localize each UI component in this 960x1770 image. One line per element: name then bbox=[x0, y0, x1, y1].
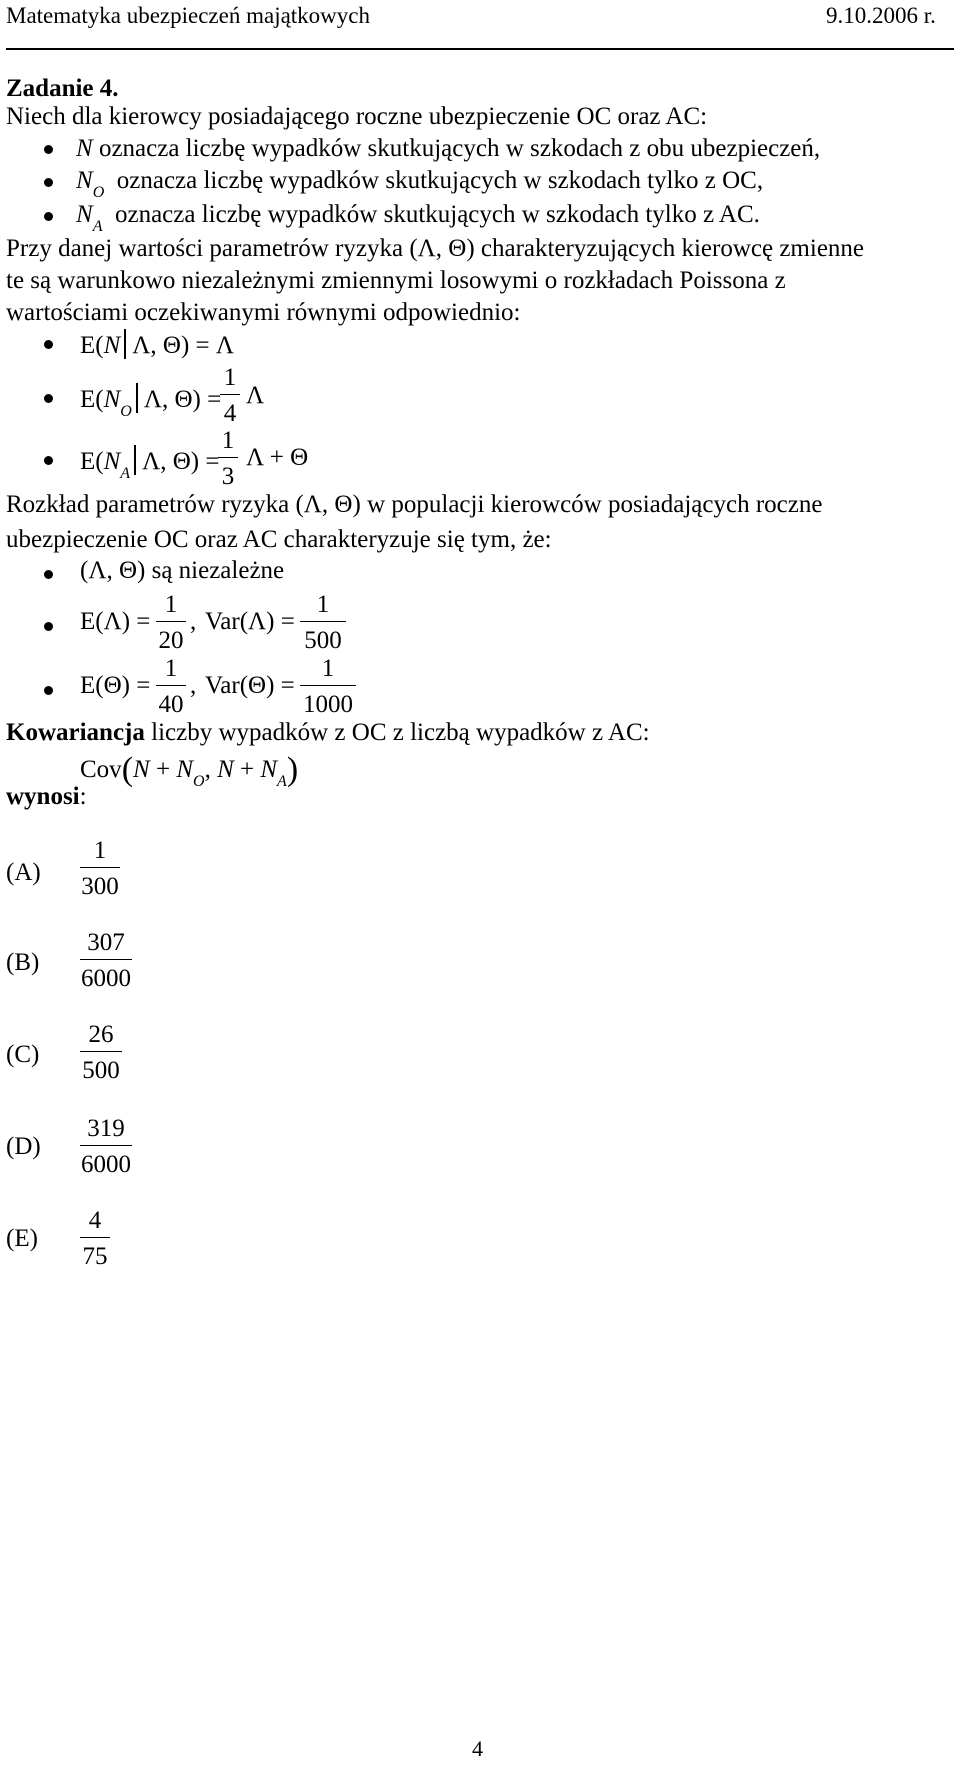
expectation-n-o: $E(N_O$ Λ, Θ) = bbox=[80, 383, 221, 413]
definition-n-o: $N_O$ oznacza liczbę wypadków skutkujących w szkodach tylko z OC, bbox=[76, 167, 764, 201]
theta-expectation: E(Θ) = bbox=[80, 672, 151, 699]
theta-variance: Var(Θ) = bbox=[205, 672, 295, 699]
paragraph-risk-line3: wartościami oczekiwanymi równymi odpowiednio: bbox=[6, 299, 521, 326]
answer-d-fraction: 319 6000 bbox=[81, 1115, 131, 1178]
problem-title: Zadanie 4. bbox=[6, 75, 119, 102]
header-divider bbox=[6, 48, 954, 50]
bullet-icon bbox=[44, 456, 53, 465]
answer-c-label: (C) bbox=[6, 1041, 40, 1068]
fraction-one-third: 1 3 bbox=[218, 428, 238, 490]
paragraph-distribution-line2: ubezpieczenie OC oraz AC charakteryzuje się tym, że: bbox=[6, 526, 552, 553]
separator-comma: , bbox=[190, 608, 197, 635]
answer-c-fraction: 26 500 bbox=[80, 1022, 122, 1084]
document-title: Matematyka ubezpieczeń majątkowych bbox=[6, 3, 371, 28]
answer-e-label: (E) bbox=[6, 1225, 38, 1252]
lambda-variance: Var(Λ) = bbox=[205, 608, 295, 635]
paragraph-risk-line2: te są warunkowo niezależnymi zmiennymi losowymi o rozkładach Poissona z bbox=[6, 267, 786, 294]
bullet-icon bbox=[44, 394, 53, 403]
answer-b-label: (B) bbox=[6, 949, 40, 976]
question-text: Kowariancja liczby wypadków z OC z liczbą wypadków z AC: bbox=[6, 719, 650, 746]
lambda-expectation: E(Λ) = bbox=[80, 608, 151, 635]
definition-n: N oznacza liczbę wypadków skutkujących w szkodach z obu ubezpieczeń, bbox=[76, 135, 821, 162]
bullet-icon bbox=[44, 340, 53, 349]
paragraph-distribution: Rozkład parametrów ryzyka (Λ, Θ) w populacji kierowców posiadających roczne bbox=[6, 491, 823, 518]
problem-intro: Niech dla kierowcy posiadającego roczne ubezpieczenie OC oraz AC: bbox=[6, 103, 708, 130]
fraction-one-quarter: 1 4 bbox=[220, 365, 240, 427]
result-label: wynosi: bbox=[6, 783, 87, 810]
fraction-lambda-mean: 1 20 bbox=[156, 592, 186, 654]
fraction-lambda-variance: 1 500 bbox=[300, 592, 346, 654]
paragraph-risk-params: Przy danej wartości parametrów ryzyka (Λ, Θ) charakteryzujących kierowcę zmienne bbox=[6, 235, 865, 262]
expectation-n-o-rhs: Λ bbox=[246, 382, 265, 409]
answer-a-fraction: 1 300 bbox=[81, 837, 119, 900]
fraction-theta-mean: 1 40 bbox=[156, 656, 186, 718]
bullet-icon bbox=[44, 145, 53, 154]
definition-n-a: $N_A$ oznacza liczbę wypadków skutkujących w szkodach tylko z AC. bbox=[76, 201, 760, 235]
page-number: 4 bbox=[472, 1736, 483, 1761]
bullet-icon bbox=[44, 178, 53, 187]
answer-d-label: (D) bbox=[6, 1133, 41, 1160]
expectation-n: E(N Λ, Θ) = Λ bbox=[80, 329, 234, 359]
document-date: 9.10.2006 r. bbox=[826, 3, 936, 28]
bullet-icon bbox=[44, 570, 53, 579]
separator-comma: , bbox=[190, 672, 197, 699]
bullet-icon bbox=[44, 622, 53, 631]
bullet-icon bbox=[44, 212, 53, 221]
fraction-theta-variance: 1 1000 bbox=[300, 656, 356, 718]
expectation-n-a-rhs: Λ + Θ bbox=[246, 444, 309, 471]
covariance-formula: $Cov(N + N_O$, $N + N_A$) bbox=[80, 751, 299, 790]
independence-statement: (Λ, Θ) są niezależne bbox=[80, 557, 285, 584]
answer-a-label: (A) bbox=[6, 859, 41, 886]
bullet-icon bbox=[44, 686, 53, 695]
answer-b-fraction: 307 6000 bbox=[81, 929, 131, 992]
expectation-n-a: $E(N_A$ Λ, Θ) = bbox=[80, 445, 219, 475]
answer-e-fraction: 4 75 bbox=[80, 1208, 110, 1270]
